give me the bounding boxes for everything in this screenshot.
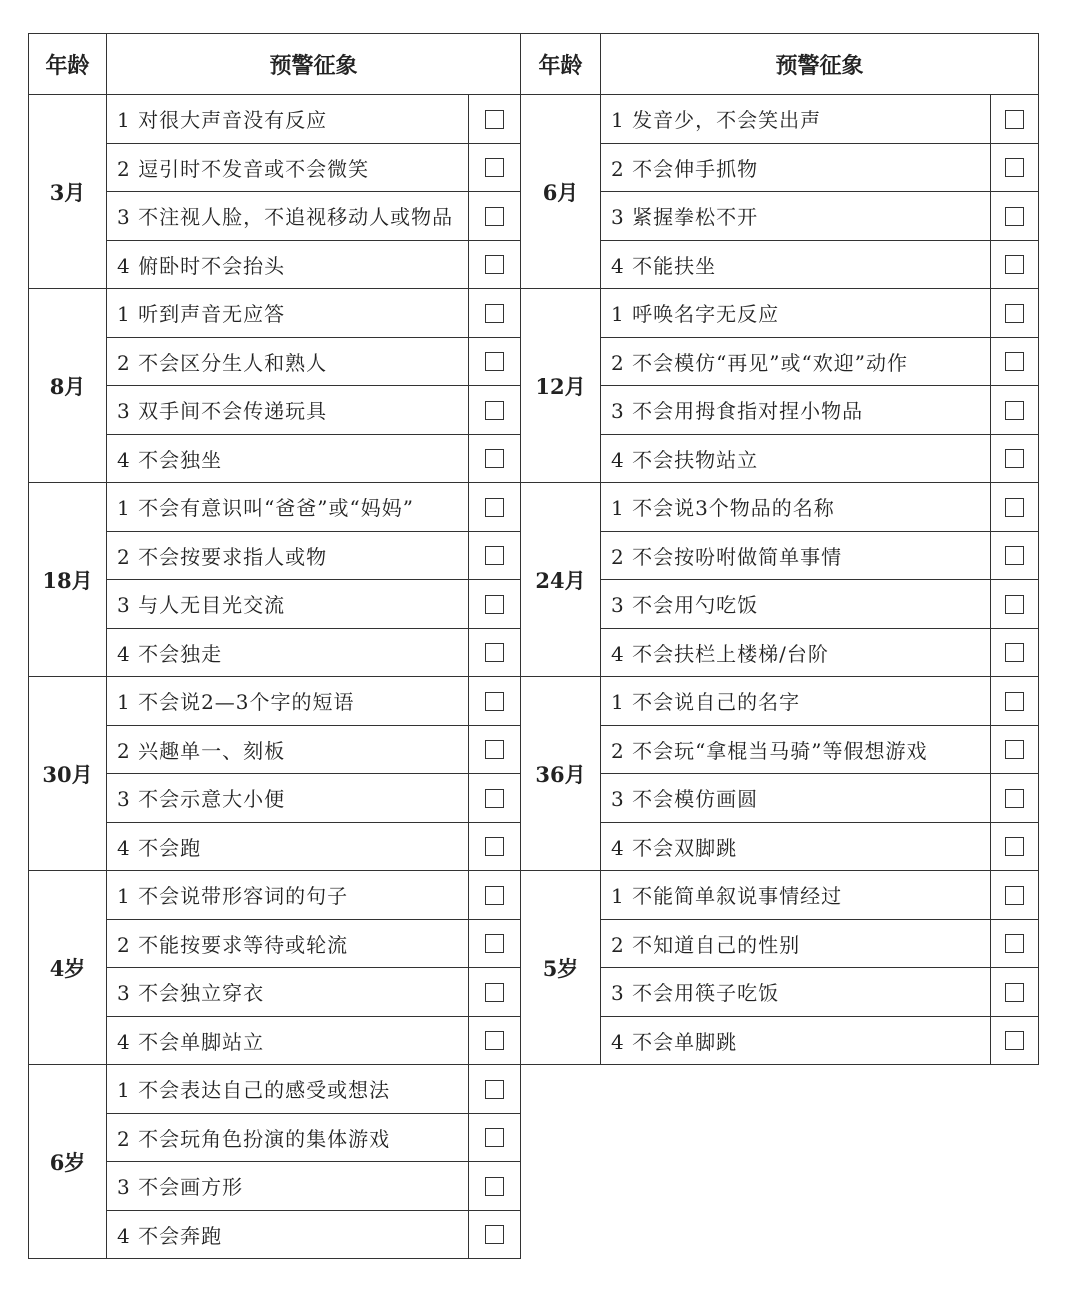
checkbox-cell bbox=[469, 1113, 521, 1162]
checkbox-cell bbox=[991, 725, 1039, 774]
checkbox[interactable] bbox=[1005, 643, 1024, 662]
warning-sign-text: 4 不会单脚跳 bbox=[601, 1016, 991, 1065]
warning-sign-text: 1 不会表达自己的感受或想法 bbox=[107, 1065, 469, 1114]
checkbox-cell bbox=[991, 192, 1039, 241]
warning-sign-text: 1 不会说自己的名字 bbox=[601, 677, 991, 726]
warning-sign-text: 1 呼唤名字无反应 bbox=[601, 289, 991, 338]
warning-sign-text: 2 不会玩“拿棍当马骑”等假想游戏 bbox=[601, 725, 991, 774]
warning-sign-text: 3 不会画方形 bbox=[107, 1162, 469, 1211]
warning-sign-text: 4 不会单脚站立 bbox=[107, 1016, 469, 1065]
warning-sign-text: 4 不会独走 bbox=[107, 628, 469, 677]
checkbox-cell bbox=[469, 968, 521, 1017]
checkbox-cell bbox=[991, 919, 1039, 968]
checkbox[interactable] bbox=[1005, 546, 1024, 565]
warning-sign-text: 3 不会独立穿衣 bbox=[107, 968, 469, 1017]
checkbox[interactable] bbox=[485, 304, 504, 323]
checkbox[interactable] bbox=[485, 255, 504, 274]
checkbox-cell bbox=[991, 337, 1039, 386]
table-row bbox=[29, 289, 1039, 338]
checkbox-cell bbox=[991, 95, 1039, 144]
checkbox-cell bbox=[469, 143, 521, 192]
checkbox[interactable] bbox=[485, 692, 504, 711]
checkbox-cell bbox=[991, 143, 1039, 192]
warning-sign-text: 3 不会用拇食指对捏小物品 bbox=[601, 386, 991, 435]
checkbox[interactable] bbox=[1005, 352, 1024, 371]
warning-sign-text: 1 发音少，不会笑出声 bbox=[601, 95, 991, 144]
checkbox-cell bbox=[991, 968, 1039, 1017]
warning-sign-text: 1 对很大声音没有反应 bbox=[107, 95, 469, 144]
checkbox-cell bbox=[991, 871, 1039, 920]
age-cell: 4岁 bbox=[29, 871, 107, 1065]
age-cell: 3月 bbox=[29, 95, 107, 289]
checkbox[interactable] bbox=[485, 643, 504, 662]
checkbox-cell bbox=[469, 531, 521, 580]
warning-sign-text: 2 不会模仿“再见”或“欢迎”动作 bbox=[601, 337, 991, 386]
warning-sign-text: 4 不能扶坐 bbox=[601, 240, 991, 289]
checkbox[interactable] bbox=[485, 1080, 504, 1099]
table-row bbox=[29, 483, 1039, 532]
warning-sign-text: 3 与人无目光交流 bbox=[107, 580, 469, 629]
warning-sign-text: 1 不能简单叙说事情经过 bbox=[601, 871, 991, 920]
checkbox-cell bbox=[991, 1016, 1039, 1065]
checkbox-cell bbox=[469, 192, 521, 241]
checkbox-cell bbox=[469, 1162, 521, 1211]
checkbox-cell bbox=[469, 386, 521, 435]
checkbox[interactable] bbox=[1005, 401, 1024, 420]
checkbox[interactable] bbox=[1005, 886, 1024, 905]
checkbox[interactable] bbox=[485, 740, 504, 759]
checkbox[interactable] bbox=[485, 1177, 504, 1196]
checkbox[interactable] bbox=[1005, 207, 1024, 226]
age-cell: 6岁 bbox=[29, 1065, 107, 1259]
age-cell: 8月 bbox=[29, 289, 107, 483]
checkbox[interactable] bbox=[1005, 1031, 1024, 1050]
checkbox[interactable] bbox=[485, 449, 504, 468]
checkbox[interactable] bbox=[1005, 789, 1024, 808]
checkbox[interactable] bbox=[485, 1225, 504, 1244]
checkbox[interactable] bbox=[485, 934, 504, 953]
warning-sign-text: 2 不会按要求指人或物 bbox=[107, 531, 469, 580]
checkbox-cell bbox=[469, 822, 521, 871]
checkbox-cell bbox=[469, 1016, 521, 1065]
warning-sign-text: 3 不注视人脸，不追视移动人或物品 bbox=[107, 192, 469, 241]
table-row bbox=[29, 871, 1039, 920]
table-header-row bbox=[29, 34, 1039, 95]
warning-sign-text: 4 不会跑 bbox=[107, 822, 469, 871]
checkbox[interactable] bbox=[1005, 983, 1024, 1002]
checkbox-cell bbox=[469, 725, 521, 774]
warning-sign-text: 4 不会双脚跳 bbox=[601, 822, 991, 871]
warning-sign-text: 4 不会扶栏上楼梯/台阶 bbox=[601, 628, 991, 677]
checkbox-cell bbox=[469, 289, 521, 338]
warning-sign-text: 4 俯卧时不会抬头 bbox=[107, 240, 469, 289]
age-cell: 24月 bbox=[521, 483, 601, 677]
checkbox[interactable] bbox=[1005, 837, 1024, 856]
checkbox-cell bbox=[469, 1065, 521, 1114]
checkbox-cell bbox=[991, 289, 1039, 338]
checkbox-cell bbox=[991, 531, 1039, 580]
checkbox[interactable] bbox=[485, 1031, 504, 1050]
checkbox-cell bbox=[469, 483, 521, 532]
checkbox-cell bbox=[469, 774, 521, 823]
checkbox[interactable] bbox=[1005, 304, 1024, 323]
checkbox[interactable] bbox=[1005, 595, 1024, 614]
warning-sign-text: 3 不会模仿画圆 bbox=[601, 774, 991, 823]
warning-sign-text: 1 不会说3个物品的名称 bbox=[601, 483, 991, 532]
checkbox-cell bbox=[469, 434, 521, 483]
checkbox-cell bbox=[469, 628, 521, 677]
empty-cell bbox=[521, 1065, 1039, 1259]
checkbox-cell bbox=[469, 677, 521, 726]
signs-header: 预警征象 bbox=[601, 34, 1039, 95]
checkbox[interactable] bbox=[485, 595, 504, 614]
warning-sign-text: 1 不会有意识叫“爸爸”或“妈妈” bbox=[107, 483, 469, 532]
age-header: 年龄 bbox=[29, 34, 107, 95]
checkbox[interactable] bbox=[485, 158, 504, 177]
table-row bbox=[29, 677, 1039, 726]
warning-sign-text: 4 不会奔跑 bbox=[107, 1210, 469, 1259]
warning-sign-text: 2 逗引时不发音或不会微笑 bbox=[107, 143, 469, 192]
warning-sign-text: 1 听到声音无应答 bbox=[107, 289, 469, 338]
age-cell: 12月 bbox=[521, 289, 601, 483]
checkbox-cell bbox=[469, 337, 521, 386]
table-row bbox=[29, 1065, 1039, 1114]
checkbox[interactable] bbox=[485, 1128, 504, 1147]
warning-sign-text: 3 双手间不会传递玩具 bbox=[107, 386, 469, 435]
checkbox[interactable] bbox=[1005, 740, 1024, 759]
checkbox-cell bbox=[991, 677, 1039, 726]
checkbox[interactable] bbox=[1005, 158, 1024, 177]
warning-sign-text: 2 不知道自己的性别 bbox=[601, 919, 991, 968]
age-cell: 5岁 bbox=[521, 871, 601, 1065]
checkbox[interactable] bbox=[485, 207, 504, 226]
checkbox[interactable] bbox=[485, 546, 504, 565]
checkbox[interactable] bbox=[485, 983, 504, 1002]
age-cell: 30月 bbox=[29, 677, 107, 871]
warning-sign-text: 2 不会玩角色扮演的集体游戏 bbox=[107, 1113, 469, 1162]
checkbox[interactable] bbox=[1005, 449, 1024, 468]
checkbox[interactable] bbox=[485, 110, 504, 129]
checkbox[interactable] bbox=[1005, 110, 1024, 129]
checkbox[interactable] bbox=[485, 837, 504, 856]
checkbox-cell bbox=[991, 483, 1039, 532]
warning-sign-text: 1 不会说带形容词的句子 bbox=[107, 871, 469, 920]
warning-sign-text: 3 不会用筷子吃饭 bbox=[601, 968, 991, 1017]
warning-sign-text: 2 兴趣单一、刻板 bbox=[107, 725, 469, 774]
checkbox-cell bbox=[991, 628, 1039, 677]
checkbox-cell bbox=[469, 95, 521, 144]
warning-sign-text: 3 紧握拳松不开 bbox=[601, 192, 991, 241]
age-cell: 18月 bbox=[29, 483, 107, 677]
checkbox-cell bbox=[991, 580, 1039, 629]
warning-sign-text: 2 不会伸手抓物 bbox=[601, 143, 991, 192]
age-cell: 6月 bbox=[521, 95, 601, 289]
warning-sign-text: 3 不会用勺吃饭 bbox=[601, 580, 991, 629]
checkbox-cell bbox=[469, 580, 521, 629]
checkbox-cell bbox=[991, 434, 1039, 483]
checkbox-cell bbox=[469, 919, 521, 968]
checkbox-cell bbox=[469, 871, 521, 920]
warning-sign-text: 2 不会按吩咐做简单事情 bbox=[601, 531, 991, 580]
checkbox[interactable] bbox=[1005, 255, 1024, 274]
checkbox[interactable] bbox=[1005, 498, 1024, 517]
warning-sign-text: 3 不会示意大小便 bbox=[107, 774, 469, 823]
checkbox-cell bbox=[991, 822, 1039, 871]
checkbox-cell bbox=[991, 386, 1039, 435]
checkbox[interactable] bbox=[485, 886, 504, 905]
checkbox[interactable] bbox=[485, 352, 504, 371]
warning-signs-table bbox=[28, 33, 1039, 1259]
warning-sign-text: 4 不会独坐 bbox=[107, 434, 469, 483]
checkbox-cell bbox=[991, 774, 1039, 823]
age-cell: 36月 bbox=[521, 677, 601, 871]
warning-sign-text: 2 不会区分生人和熟人 bbox=[107, 337, 469, 386]
checkbox-cell bbox=[991, 240, 1039, 289]
warning-sign-text: 1 不会说2—3个字的短语 bbox=[107, 677, 469, 726]
warning-sign-text: 4 不会扶物站立 bbox=[601, 434, 991, 483]
checkbox[interactable] bbox=[1005, 692, 1024, 711]
warning-sign-text: 2 不能按要求等待或轮流 bbox=[107, 919, 469, 968]
signs-header: 预警征象 bbox=[107, 34, 521, 95]
checkbox[interactable] bbox=[1005, 934, 1024, 953]
age-header: 年龄 bbox=[521, 34, 601, 95]
checkbox[interactable] bbox=[485, 498, 504, 517]
checkbox[interactable] bbox=[485, 789, 504, 808]
checkbox[interactable] bbox=[485, 401, 504, 420]
checkbox-cell bbox=[469, 1210, 521, 1259]
checkbox-cell bbox=[469, 240, 521, 289]
table-row bbox=[29, 95, 1039, 144]
